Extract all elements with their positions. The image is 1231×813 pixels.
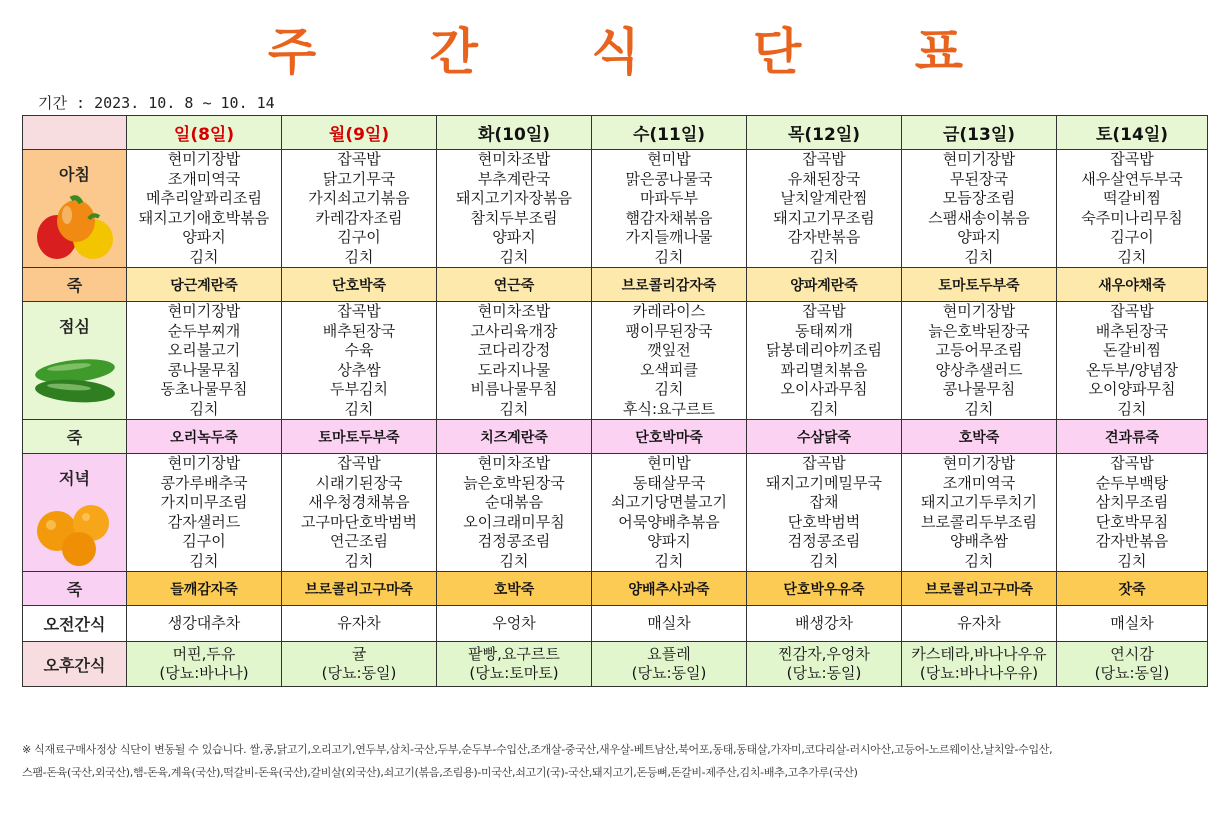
menu-item: 배추된장국 xyxy=(322,321,396,340)
porridge-cell: 단호박우유죽 xyxy=(747,572,902,606)
menu-item: 마파두부 xyxy=(640,189,698,207)
menu-item: 김구이 xyxy=(1110,228,1154,246)
snack-cell: 매실차 xyxy=(1057,606,1208,642)
menu-item: 단호박무침 xyxy=(1095,512,1169,531)
menu-item: 오색피클 xyxy=(640,360,698,379)
menu-item: 김치 xyxy=(654,247,684,266)
snack-item: 머핀,두유 xyxy=(172,645,236,663)
menu-item: 김치 xyxy=(499,551,529,570)
lunch-porridge-row xyxy=(23,420,1208,454)
snack-cell xyxy=(592,642,747,687)
menu-item: 김치 xyxy=(344,551,374,570)
snack-cell: 생강대추차 xyxy=(127,606,282,642)
porridge-cell: 브로콜리고구마죽 xyxy=(902,572,1057,606)
snack-cell xyxy=(902,642,1057,687)
menu-item: 깻잎전 xyxy=(647,341,691,359)
menu-item: 오이크래미무침 xyxy=(463,512,565,531)
day-header-fri: 금(13일) xyxy=(902,116,1057,150)
porridge-cell: 연근죽 xyxy=(437,268,592,302)
dinner-cell-tue xyxy=(437,454,592,572)
menu-item: 잡곡밥 xyxy=(802,150,846,168)
menu-item: 부추계란국 xyxy=(477,169,551,188)
lunch-label-cell xyxy=(23,302,127,420)
snack-item: 연시감 xyxy=(1110,645,1154,663)
menu-item: 김치 xyxy=(344,399,374,418)
diabetic-snack: (당뇨:동일) xyxy=(786,664,862,682)
menu-item: 오리불고기 xyxy=(167,341,241,359)
menu-item: 김치 xyxy=(964,551,994,570)
menu-item: 돼지고기두루치기 xyxy=(921,493,1037,511)
menu-item: 단호박범벅 xyxy=(787,512,861,531)
porridge-cell: 견과류죽 xyxy=(1057,420,1208,454)
breakfast-cell-sat xyxy=(1057,150,1208,268)
morning-porridge-row xyxy=(23,268,1208,302)
menu-item: 김치 xyxy=(654,380,684,398)
menu-item: 상추쌈 xyxy=(337,360,381,379)
menu-item: 김치 xyxy=(1117,399,1147,418)
menu-item: 잡곡밥 xyxy=(1110,150,1154,168)
lunch-porridge-label: 죽 xyxy=(23,420,127,454)
lunch-cell-mon xyxy=(282,302,437,420)
snack-cell: 매실차 xyxy=(592,606,747,642)
day-header-wed: 수(11일) xyxy=(592,116,747,150)
breakfast-label: 아침 xyxy=(59,165,90,184)
menu-item: 콩나물무침 xyxy=(167,360,241,379)
snack-cell: 우엉차 xyxy=(437,606,592,642)
menu-item: 돼지고기무조림 xyxy=(773,208,875,227)
snack-cell xyxy=(127,642,282,687)
menu-item: 현미기장밥 xyxy=(167,302,241,320)
origin-notice-line: ※ 식재료구매사정상 식단이 변동될 수 있습니다. 쌀,콩,닭고기,오리고기,연두부,삼치-국산,두부,순두부-수입산,조개살-중국산,새우살-베트남산,북어포,동태,동태살,가자미,코다리살-러시아산,고등어-노르웨이산,날치알-수입산, xyxy=(22,743,1053,756)
menu-item: 날치알계란찜 xyxy=(780,189,868,207)
menu-item: 가지미무조림 xyxy=(160,493,248,511)
lunch-cell-sat xyxy=(1057,302,1208,420)
menu-item: 숙주미나리무침 xyxy=(1081,208,1183,227)
menu-item: 현미기장밥 xyxy=(167,150,241,168)
menu-item: 콩가루배추국 xyxy=(160,473,248,492)
porridge-cell: 호박죽 xyxy=(902,420,1057,454)
snack-cell xyxy=(282,642,437,687)
menu-item: 쇠고기당면불고기 xyxy=(611,493,727,511)
menu-item: 시래기된장국 xyxy=(315,473,403,492)
menu-item: 브로콜리두부조림 xyxy=(921,512,1037,531)
menu-item: 감자샐러드 xyxy=(167,512,241,531)
menu-item: 어묵양배추볶음 xyxy=(618,512,720,531)
menu-item: 양파지 xyxy=(957,228,1001,246)
morning-snack-label: 오전간식 xyxy=(23,606,127,642)
porridge-cell: 오리녹두죽 xyxy=(127,420,282,454)
page-title: 주 간 식 단 표 xyxy=(267,23,1012,81)
menu-item: 맑은콩나물국 xyxy=(625,169,713,188)
menu-item: 현미기장밥 xyxy=(942,302,1016,320)
menu-item: 늙은호박된장국 xyxy=(463,473,565,492)
lunch-cell-fri xyxy=(902,302,1057,420)
menu-item: 현미차조밥 xyxy=(477,302,551,320)
day-header-mon: 월(9일) xyxy=(282,116,437,150)
weekly-menu-table xyxy=(22,115,1208,687)
menu-item: 현미차조밥 xyxy=(477,454,551,472)
porridge-cell: 치즈계란죽 xyxy=(437,420,592,454)
menu-item: 현미밥 xyxy=(647,150,691,168)
menu-item: 김구이 xyxy=(337,228,381,246)
porridge-cell: 잣죽 xyxy=(1057,572,1208,606)
porridge-cell: 들깨감자죽 xyxy=(127,572,282,606)
diabetic-snack: (당뇨:바나나우유) xyxy=(919,664,1039,682)
morning-porridge-label: 죽 xyxy=(23,268,127,302)
menu-item: 오이양파무침 xyxy=(1088,380,1176,398)
snack-cell xyxy=(747,642,902,687)
menu-item: 현미기장밥 xyxy=(167,454,241,472)
menu-item: 김치 xyxy=(964,247,994,266)
menu-item: 동초나물무침 xyxy=(160,380,248,398)
menu-item: 양파지 xyxy=(647,532,691,550)
menu-item: 온두부/양념장 xyxy=(1086,360,1178,379)
diabetic-snack: (당뇨:토마토) xyxy=(469,664,559,682)
lunch-cell-thu xyxy=(747,302,902,420)
menu-item: 두부김치 xyxy=(330,380,388,398)
menu-item: 양파지 xyxy=(492,228,536,246)
porridge-cell: 당근계란죽 xyxy=(127,268,282,302)
menu-item: 김치 xyxy=(189,247,219,266)
menu-item: 김구이 xyxy=(182,532,226,550)
dinner-cell-sat xyxy=(1057,454,1208,572)
menu-item: 햄감자채볶음 xyxy=(625,208,713,227)
menu-item: 팽이무된장국 xyxy=(625,321,713,340)
menu-item: 순두부찌개 xyxy=(167,321,241,340)
menu-item: 떡갈비찜 xyxy=(1103,189,1161,207)
breakfast-cell-wed xyxy=(592,150,747,268)
day-header-sun: 일(8일) xyxy=(127,116,282,150)
cucumber-icon xyxy=(31,345,119,415)
menu-item: 김치 xyxy=(1117,551,1147,570)
menu-item: 고구마단호박범벅 xyxy=(301,512,417,531)
menu-item: 잡곡밥 xyxy=(802,454,846,472)
dinner-cell-wed xyxy=(592,454,747,572)
porridge-cell: 수삼닭죽 xyxy=(747,420,902,454)
dinner-cell-thu xyxy=(747,454,902,572)
menu-item: 김치 xyxy=(654,551,684,570)
snack-item: 귤 xyxy=(351,645,367,663)
diabetic-snack: (당뇨:동일) xyxy=(321,664,397,682)
menu-item: 검정콩조림 xyxy=(477,532,551,550)
menu-item: 도라지나물 xyxy=(477,360,551,379)
menu-item: 김치 xyxy=(1117,247,1147,266)
menu-item: 현미기장밥 xyxy=(942,454,1016,472)
menu-item: 조개미역국 xyxy=(942,473,1016,492)
origin-notice-line: 스팸-돈육(국산,외국산),햄-돈육,계육(국산),떡갈비-돈육(국산),갈비살(외국산),쇠고기(볶음,조림용)-미국산,쇠고기(국)-국산,돼지고기,돈등뼈,돈갈비-제주산,김치-배추,고추가루(국산) xyxy=(22,766,858,779)
snack-cell: 유자차 xyxy=(902,606,1057,642)
day-header-sat: 토(14일) xyxy=(1057,116,1208,150)
menu-item: 참치두부조림 xyxy=(470,208,558,227)
diabetic-snack: (당뇨:동일) xyxy=(631,664,707,682)
breakfast-row xyxy=(23,150,1208,268)
dinner-porridge-row xyxy=(23,572,1208,606)
menu-item: 가지들깨나물 xyxy=(625,228,713,246)
menu-item: 잡곡밥 xyxy=(802,302,846,320)
porridge-cell: 새우야채죽 xyxy=(1057,268,1208,302)
lunch-row xyxy=(23,302,1208,420)
afternoon-snack-row xyxy=(23,642,1208,687)
menu-item: 김치 xyxy=(809,551,839,570)
menu-period: 기간 : 2023. 10. 8 ~ 10. 14 xyxy=(38,94,275,112)
menu-item: 김치 xyxy=(189,551,219,570)
snack-item: 찐감자,우엉차 xyxy=(778,645,870,663)
menu-item: 잡곡밥 xyxy=(337,150,381,168)
menu-item: 양배추쌈 xyxy=(950,532,1008,550)
day-header-tue: 화(10일) xyxy=(437,116,592,150)
menu-item: 순두부백탕 xyxy=(1095,473,1169,492)
breakfast-cell-fri xyxy=(902,150,1057,268)
menu-item: 새우살연두부국 xyxy=(1081,169,1183,188)
porridge-cell: 양파계란죽 xyxy=(747,268,902,302)
day-header-thu: 목(12일) xyxy=(747,116,902,150)
menu-item: 비름나물무침 xyxy=(470,380,558,398)
porridge-cell: 단호박죽 xyxy=(282,268,437,302)
menu-item: 새우청경채볶음 xyxy=(308,493,410,511)
breakfast-label-cell xyxy=(23,150,127,268)
snack-cell xyxy=(1057,642,1208,687)
menu-item: 코다리강정 xyxy=(477,341,551,359)
menu-item: 돼지고기자장볶음 xyxy=(456,189,572,207)
breakfast-cell-tue xyxy=(437,150,592,268)
menu-item: 수육 xyxy=(344,341,374,359)
snack-cell: 유자차 xyxy=(282,606,437,642)
porridge-cell: 브로콜리감자죽 xyxy=(592,268,747,302)
menu-item: 양상추샐러드 xyxy=(935,360,1023,379)
tangerine-icon xyxy=(31,497,119,567)
menu-item: 콩나물무침 xyxy=(942,380,1016,398)
snack-item: 팥빵,요구르트 xyxy=(468,645,560,663)
porridge-cell: 브로콜리고구마죽 xyxy=(282,572,437,606)
menu-item: 모듬장조림 xyxy=(942,189,1016,207)
snack-cell: 배생강차 xyxy=(747,606,902,642)
header-corner xyxy=(23,116,127,150)
menu-item: 김치 xyxy=(809,247,839,266)
menu-item: 현미기장밥 xyxy=(942,150,1016,168)
menu-item: 고등어무조림 xyxy=(935,341,1023,359)
menu-item: 오이사과무침 xyxy=(780,380,868,398)
menu-item: 늙은호박된장국 xyxy=(928,321,1030,340)
menu-item: 조개미역국 xyxy=(167,169,241,188)
menu-item: 잡곡밥 xyxy=(337,454,381,472)
menu-item: 검정콩조림 xyxy=(787,532,861,550)
breakfast-cell-sun xyxy=(127,150,282,268)
porridge-cell: 양배추사과죽 xyxy=(592,572,747,606)
menu-item: 감자반볶음 xyxy=(787,228,861,246)
menu-item: 가지쇠고기볶음 xyxy=(308,189,410,207)
menu-item: 배추된장국 xyxy=(1095,321,1169,340)
menu-item: 잡곡밥 xyxy=(1110,454,1154,472)
menu-item: 고사리육개장 xyxy=(470,321,558,340)
menu-item: 무된장국 xyxy=(950,169,1008,188)
menu-item: 현미밥 xyxy=(647,454,691,472)
menu-item: 꽈리멸치볶음 xyxy=(780,360,868,379)
snack-item: 카스테라,바나나우유 xyxy=(911,645,1047,663)
menu-item: 잡곡밥 xyxy=(1110,302,1154,320)
menu-item: 순대볶음 xyxy=(485,493,543,511)
menu-item: 돈갈비찜 xyxy=(1103,341,1161,359)
menu-item: 삼치무조림 xyxy=(1095,493,1169,511)
dinner-cell-fri xyxy=(902,454,1057,572)
menu-item: 김치 xyxy=(499,399,529,418)
porridge-cell: 토마토두부죽 xyxy=(282,420,437,454)
origin-notice xyxy=(22,738,1212,784)
menu-item: 김치 xyxy=(499,247,529,266)
dinner-label: 저녁 xyxy=(59,469,90,488)
menu-item: 닭고기무국 xyxy=(322,169,396,188)
menu-item: 메추리알꽈리조림 xyxy=(146,189,262,207)
afternoon-snack-label: 오후간식 xyxy=(23,642,127,687)
menu-item: 닭봉데리야끼조림 xyxy=(766,341,882,359)
menu-item: 카레감자조림 xyxy=(315,208,403,227)
menu-item: 연근조림 xyxy=(330,532,388,550)
porridge-cell: 토마토두부죽 xyxy=(902,268,1057,302)
menu-item: 김치 xyxy=(344,247,374,266)
lunch-cell-tue xyxy=(437,302,592,420)
porridge-cell: 단호박마죽 xyxy=(592,420,747,454)
menu-item: 잡곡밥 xyxy=(337,302,381,320)
lunch-label: 점심 xyxy=(59,317,90,336)
menu-item: 돼지고기애호박볶음 xyxy=(138,208,270,227)
menu-item: 카레라이스 xyxy=(632,302,706,320)
menu-item: 후식:요구르트 xyxy=(623,399,715,418)
menu-item: 김치 xyxy=(964,399,994,418)
lunch-cell-wed xyxy=(592,302,747,420)
dinner-label-cell xyxy=(23,454,127,572)
menu-item: 양파지 xyxy=(182,228,226,246)
snack-cell xyxy=(437,642,592,687)
menu-item: 김치 xyxy=(189,399,219,418)
diabetic-snack: (당뇨:동일) xyxy=(1094,664,1170,682)
menu-item: 유채된장국 xyxy=(787,169,861,188)
snack-item: 요플레 xyxy=(647,645,691,663)
dinner-row xyxy=(23,454,1208,572)
dinner-cell-sun xyxy=(127,454,282,572)
menu-item: 동태살무국 xyxy=(632,473,706,492)
breakfast-cell-thu xyxy=(747,150,902,268)
bell-pepper-icon xyxy=(31,193,119,263)
breakfast-cell-mon xyxy=(282,150,437,268)
dinner-porridge-label: 죽 xyxy=(23,572,127,606)
menu-item: 잡채 xyxy=(809,493,839,511)
menu-item: 동태찌개 xyxy=(795,321,853,340)
menu-item: 돼지고기메밀무국 xyxy=(766,473,882,492)
day-header-row xyxy=(23,116,1208,150)
porridge-cell: 호박죽 xyxy=(437,572,592,606)
lunch-cell-sun xyxy=(127,302,282,420)
morning-snack-row xyxy=(23,606,1208,642)
diabetic-snack: (당뇨:바나나) xyxy=(159,664,249,682)
menu-item: 스팸새송이볶음 xyxy=(928,208,1030,227)
menu-item: 현미차조밥 xyxy=(477,150,551,168)
dinner-cell-mon xyxy=(282,454,437,572)
menu-item: 김치 xyxy=(809,399,839,418)
menu-item: 감자반볶음 xyxy=(1095,532,1169,550)
